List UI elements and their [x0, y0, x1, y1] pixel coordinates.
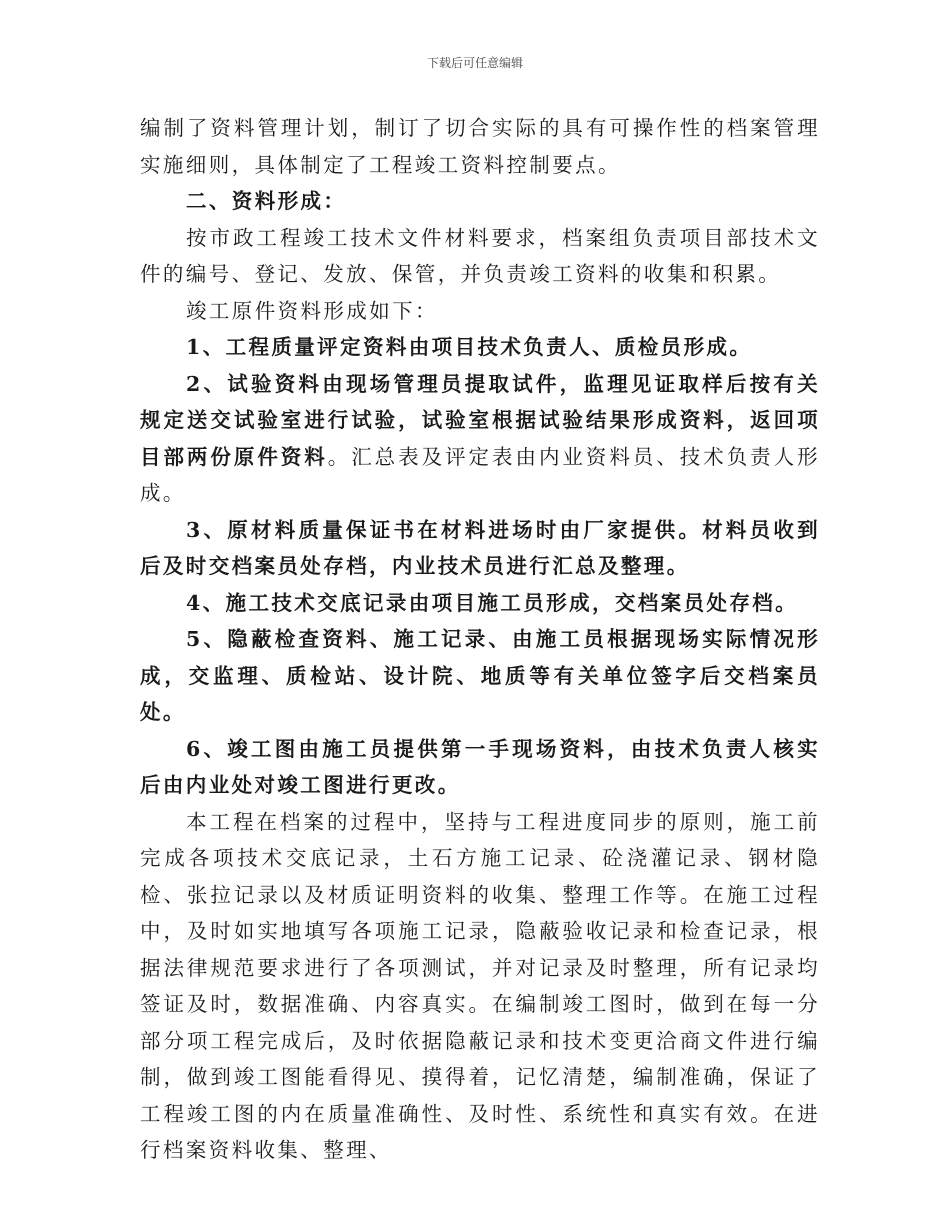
paragraph-original-materials-intro: 竣工原件资料形成如下：: [186, 298, 438, 323]
page-header: 下载后可任意编辑: [426, 56, 523, 70]
paragraph-archive-process: 本工程在档案的过程中，坚持与工程进度同步的原则，施工前完成各项技术交底记录，土石方施工记录、砼浇灌记录、钢材隐检、张拉记录以及材质证明资料的收集、整理工作等。在施工过程中，及时如实地填写各项施工记录，隐蔽验收记录和检查记录，根据法律规范要求进行了各项测试，并对记录及时整理，所有记录均签证及时，数据准确、内容真实。在编制竣工图时，做到在每一分部分项工程完成后，及时依据隐蔽记录和技术变更洽商文件进行编制，做到竣工图能看得见、摸得着，记忆清楚，编制准确，保证了工程竣工图的内在质量准确性、及时性、系统性和真实有效。在进行档案资料收集、整理、: [140, 809, 820, 1162]
paragraph-plan: 编制了资料管理计划，制订了切合实际的具有可操作性的档案管理实施细则，具体制定了工程竣工资料控制要点。: [140, 116, 820, 177]
list-item-3: 3、原材料质量保证书在材料进场时由厂家提供。材料员收到后及时交档案员处存档，内业技术员进行汇总及整理。: [140, 517, 820, 578]
document-body: [140, 110, 820, 1169]
list-item-1: 1、工程质量评定资料由项目技术负责人、质检员形成。: [186, 335, 753, 359]
paragraph-requirements: 按市政工程竣工技术文件材料要求，档案组负责项目部技术文件的编号、登记、发放、保管，并负责竣工资料的收集和积累。: [140, 225, 820, 286]
section-heading-materials-formation: 二、资料形成：: [186, 189, 347, 213]
list-item-2: [140, 366, 820, 512]
list-item-4: 4、施工技术交底记录由项目施工员形成，交档案员处存档。: [186, 590, 799, 615]
list-item-5: 5、隐蔽检查资料、施工记录、由施工员根据现场实际情况形成，交监理、质检站、设计院、地质等有关单位签字后交档案员处。: [140, 627, 820, 724]
list-item-2-bold-text: 2、试验资料由现场管理员提取试件，监理见证取样后按有关规定送交试验室进行试验，试验室根据试验结果形成资料，返回项目部两份原件资料: [140, 371, 820, 469]
list-item-6: 6、竣工图由施工员提供第一手现场资料，由技术负责人核实后由内业处对竣工图进行更改。: [140, 736, 820, 797]
list-item-2-normal-text: 。汇总表及评定表由内业资料员、技术负责人形成。: [140, 444, 820, 505]
